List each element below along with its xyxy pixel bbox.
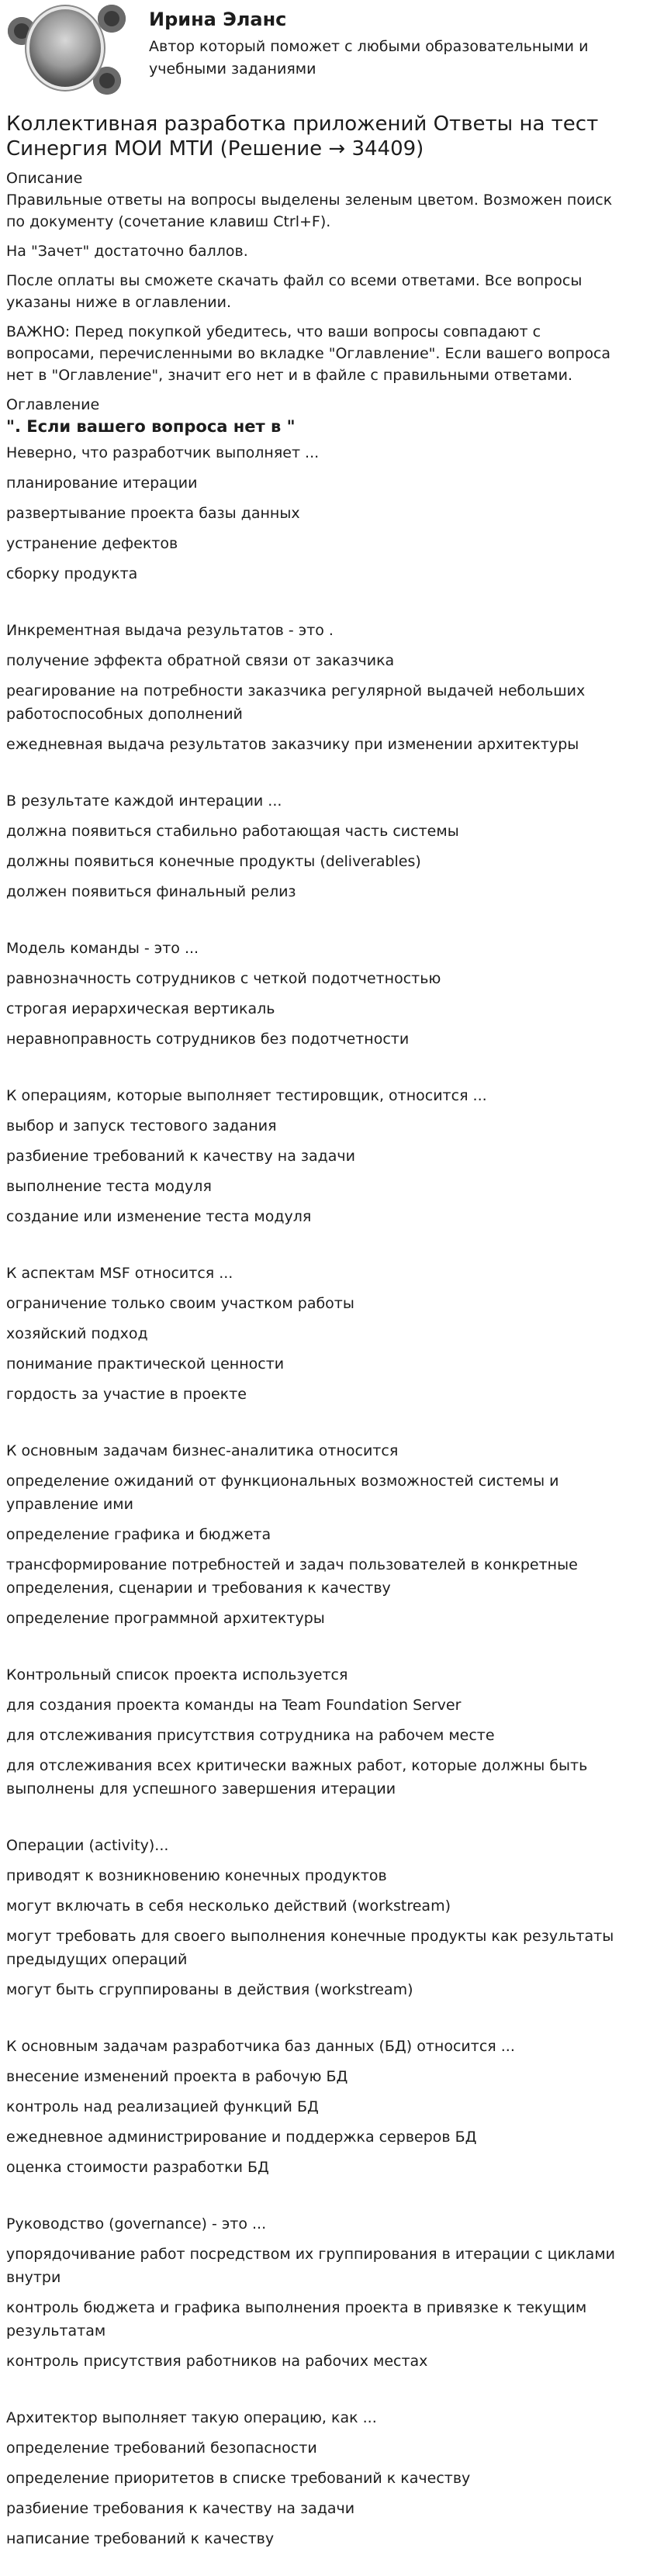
answer-option: хозяйский подход bbox=[6, 1325, 148, 1342]
question-text: Модель команды - это ... bbox=[6, 940, 199, 957]
film-reel-icon bbox=[98, 5, 126, 33]
answer-option: оценка стоимости разработки БД bbox=[6, 2159, 269, 2176]
answer-option: написание требований к качеству bbox=[6, 2530, 275, 2547]
description-paragraph: Правильные ответы на вопросы выделены зеленым цветом. Возможен поиск по документу (сочетание клавиш Ctrl+F). bbox=[6, 192, 613, 230]
question-text: В результате каждой интерации ... bbox=[6, 792, 282, 810]
answer-option: ежедневная выдача результатов заказчику при изменении архитектуры bbox=[6, 736, 579, 753]
answer-option: могут требовать для своего выполнения конечные продукты как результаты предыдущих операций bbox=[6, 1928, 614, 1968]
answer-option: для создания проекта команды на Team Foundation Server bbox=[6, 1697, 462, 1714]
answer-option: ограничение только своим участком работы bbox=[6, 1295, 354, 1312]
author-description: Автор который поможет с любыми образовательными и учебными заданиями bbox=[149, 38, 589, 78]
answer-option: определение графика и бюджета bbox=[6, 1526, 271, 1543]
answer-option: равнозначность сотрудников с четкой подотчетностью bbox=[6, 970, 441, 987]
answer-option: должна появиться стабильно работающая часть системы bbox=[6, 823, 459, 840]
answer-option: контроль бюджета и графика выполнения проекта в привязке к текущим результатам bbox=[6, 2299, 587, 2339]
answer-option: определение приоритетов в списке требований к качеству bbox=[6, 2470, 471, 2487]
description-paragraph: На "Зачет" достаточно баллов. bbox=[6, 243, 248, 260]
answer-option: для отслеживания всех критически важных работ, которые должны быть выполнены для успешного завершения итерации bbox=[6, 1757, 588, 1797]
answer-option: упорядочивание работ посредством их группирования в итерации с циклами внутри bbox=[6, 2246, 616, 2286]
answer-option: трансформирование потребностей и задач пользователей в конкретные определения, сценарии и требования к качеству bbox=[6, 1556, 578, 1597]
author-avatar[interactable] bbox=[8, 2, 126, 96]
question-list bbox=[6, 442, 649, 2550]
answer-option: сборку продукта bbox=[6, 565, 138, 582]
question-text: Руководство (governance) - это ... bbox=[6, 2215, 267, 2232]
question-text: Операции (activity)... bbox=[6, 1837, 169, 1854]
answer-option: разбиение требований к качеству на задачи bbox=[6, 1148, 355, 1165]
answer-option: ежедневное администрирование и поддержка серверов БД bbox=[6, 2129, 477, 2146]
description-label: Описание bbox=[6, 170, 83, 187]
answer-option: получение эффекта обратной связи от заказчика bbox=[6, 652, 395, 669]
answer-option: выполнение теста модуля bbox=[6, 1178, 212, 1195]
answer-option: создание или изменение теста модуля bbox=[6, 1208, 312, 1225]
question-text: Архитектор выполняет такую операцию, как ... bbox=[6, 2409, 377, 2426]
question-text: К операциям, которые выполняет тестировщик, относится ... bbox=[6, 1087, 487, 1104]
answer-option: должен появиться финальный релиз bbox=[6, 883, 296, 900]
toc-label: Оглавление bbox=[6, 396, 100, 413]
question-text: Неверно, что разработчик выполняет ... bbox=[6, 444, 320, 461]
author-info bbox=[126, 0, 614, 81]
answer-option: определение требований безопасности bbox=[6, 2440, 317, 2457]
answer-option: определение ожиданий от функциональных возможностей системы и управление ими bbox=[6, 1473, 559, 1513]
description-paragraph: После оплаты вы сможете скачать файл со всеми ответами. Все вопросы указаны ниже в оглавлении. bbox=[6, 272, 583, 311]
important-note: ВАЖНО: Перед покупкой убедитесь, что ваши вопросы совпадают с вопросами, перечисленными во вкладке "Оглавление". Если вашего вопроса нет в "Оглавление", значит его нет и в файле с правильными ответами. bbox=[6, 323, 611, 384]
answer-option: выбор и запуск тестового задания bbox=[6, 1117, 277, 1134]
answer-option: устранение дефектов bbox=[6, 535, 178, 552]
question-text: Контрольный список проекта используется bbox=[6, 1666, 348, 1683]
answer-option: контроль над реализацией функций БД bbox=[6, 2098, 319, 2115]
answer-option: реагирование на потребности заказчика регулярной выдачей небольших работоспособных дополнений bbox=[6, 682, 586, 723]
answer-option: определение программной архитектуры bbox=[6, 1610, 325, 1627]
question-text: К аспектам MSF относится ... bbox=[6, 1265, 233, 1282]
answer-option: для отслеживания присутствия сотрудника на рабочем месте bbox=[6, 1727, 495, 1744]
answer-option: могут включать в себя несколько действий (workstream) bbox=[6, 1897, 451, 1915]
answer-option: приводят к возникновению конечных продуктов bbox=[6, 1867, 387, 1884]
answer-option: внесение изменений проекта в рабочую БД bbox=[6, 2068, 348, 2085]
answer-option: планирование итерации bbox=[6, 475, 198, 492]
question-text: К основным задачам бизнес-аналитика относится bbox=[6, 1442, 399, 1459]
answer-option: должны появиться конечные продукты (deliverables) bbox=[6, 853, 421, 870]
answer-option: могут быть сгруппированы в действия (workstream) bbox=[6, 1981, 413, 1998]
answer-option: гордость за участие в проекте bbox=[6, 1386, 247, 1403]
author-name[interactable]: Ирина Эланс bbox=[149, 9, 287, 30]
answer-option: развертывание проекта базы данных bbox=[6, 505, 300, 522]
toc-link[interactable]: ". Если вашего вопроса нет в " bbox=[6, 417, 296, 436]
page-title: Коллективная разработка приложений Ответы на тест Синергия МОИ МТИ (Решение → 34409) bbox=[6, 112, 599, 161]
question-text: Инкрементная выдача результатов - это . bbox=[6, 622, 334, 639]
answer-option: разбиение требования к качеству на задачи bbox=[6, 2500, 355, 2517]
author-card bbox=[6, 0, 649, 99]
film-reel-icon bbox=[93, 67, 121, 95]
question-text: К основным задачам разработчика баз данных (БД) относится ... bbox=[6, 2038, 515, 2055]
answer-option: понимание практической ценности bbox=[6, 1355, 285, 1373]
answer-option: строгая иерархическая вертикаль bbox=[6, 1000, 275, 1017]
answer-option: неравноправность сотрудников без подотчетности bbox=[6, 1031, 410, 1048]
author-photo bbox=[29, 9, 101, 87]
answer-option: контроль присутствия работников на рабочих местах bbox=[6, 2353, 428, 2370]
